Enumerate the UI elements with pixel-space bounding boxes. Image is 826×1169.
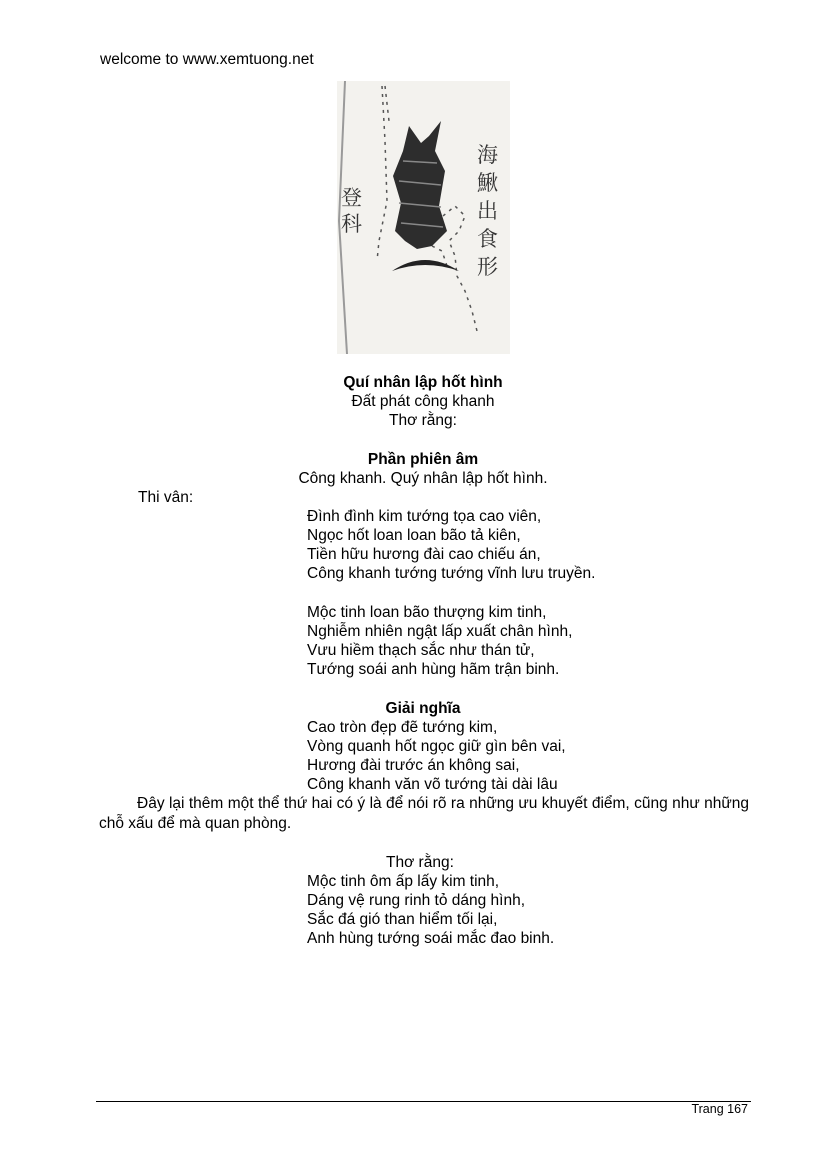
phien-am-line: Công khanh. Quý nhân lập hốt hình. — [298, 470, 548, 487]
explanation-paragraph: Đây lại thêm một thể thứ hai có ý là để nói rõ ra những ưu khuyết điểm, cũng như những chỗ xấu để mà quan phòng. — [99, 795, 749, 832]
poem2-heading: Thơ rằng: — [386, 854, 454, 871]
translation-line: Cao tròn đẹp đẽ tướng kim, — [307, 719, 498, 736]
page-number: Trang 167 — [691, 1102, 748, 1116]
poem-line: Vưu hiềm thạch sắc như thán tử, — [307, 642, 535, 659]
figure-right-label: 海鰍出食形 — [477, 143, 498, 279]
poem-line: Ngọc hốt loan loan bão tả kiên, — [307, 527, 521, 544]
poem-line: Tiền hữu hương đài cao chiếu án, — [307, 546, 541, 563]
poem2-line: Mộc tinh ôm ấp lấy kim tinh, — [307, 873, 500, 890]
footer-divider — [96, 1101, 751, 1102]
poem-line: Mộc tinh loan bão thượng kim tinh, — [307, 604, 547, 621]
poem2-line: Anh hùng tướng soái mắc đao binh. — [307, 930, 555, 947]
translation-line: Vòng quanh hốt ngọc giữ gìn bên vai, — [307, 738, 566, 755]
giai-nghia-heading: Giải nghĩa — [385, 700, 461, 717]
translation-line: Công khanh văn võ tướng tài dài lâu — [307, 776, 558, 793]
poem-intro: Thơ rằng: — [389, 412, 457, 429]
poem-line: Tướng soái anh hùng hãm trận binh. — [307, 661, 560, 678]
poem-line: Công khanh tướng tướng vĩnh lưu truyền. — [307, 565, 596, 582]
translation-line: Hương đài trước án không sai, — [307, 757, 520, 774]
figure-left-label: 登科 — [341, 186, 362, 236]
section-title: Quí nhân lập hốt hình — [343, 374, 503, 391]
phien-am-heading: Phần phiên âm — [367, 451, 479, 468]
poem2-line: Sắc đá gió than hiểm tối lại, — [307, 911, 498, 928]
section-subtitle: Đất phát công khanh — [351, 393, 495, 410]
poem2-line: Dáng vệ rung rinh tỏ dáng hình, — [307, 892, 526, 909]
poem-line: Nghiễm nhiên ngật lấp xuất chân hình, — [307, 623, 573, 640]
feng-shui-illustration — [337, 81, 510, 354]
site-header: welcome to www.xemtuong.net — [100, 51, 314, 68]
poem-line: Đình đình kim tướng tọa cao viên, — [307, 508, 542, 525]
thi-van-label: Thi vân: — [138, 489, 194, 506]
